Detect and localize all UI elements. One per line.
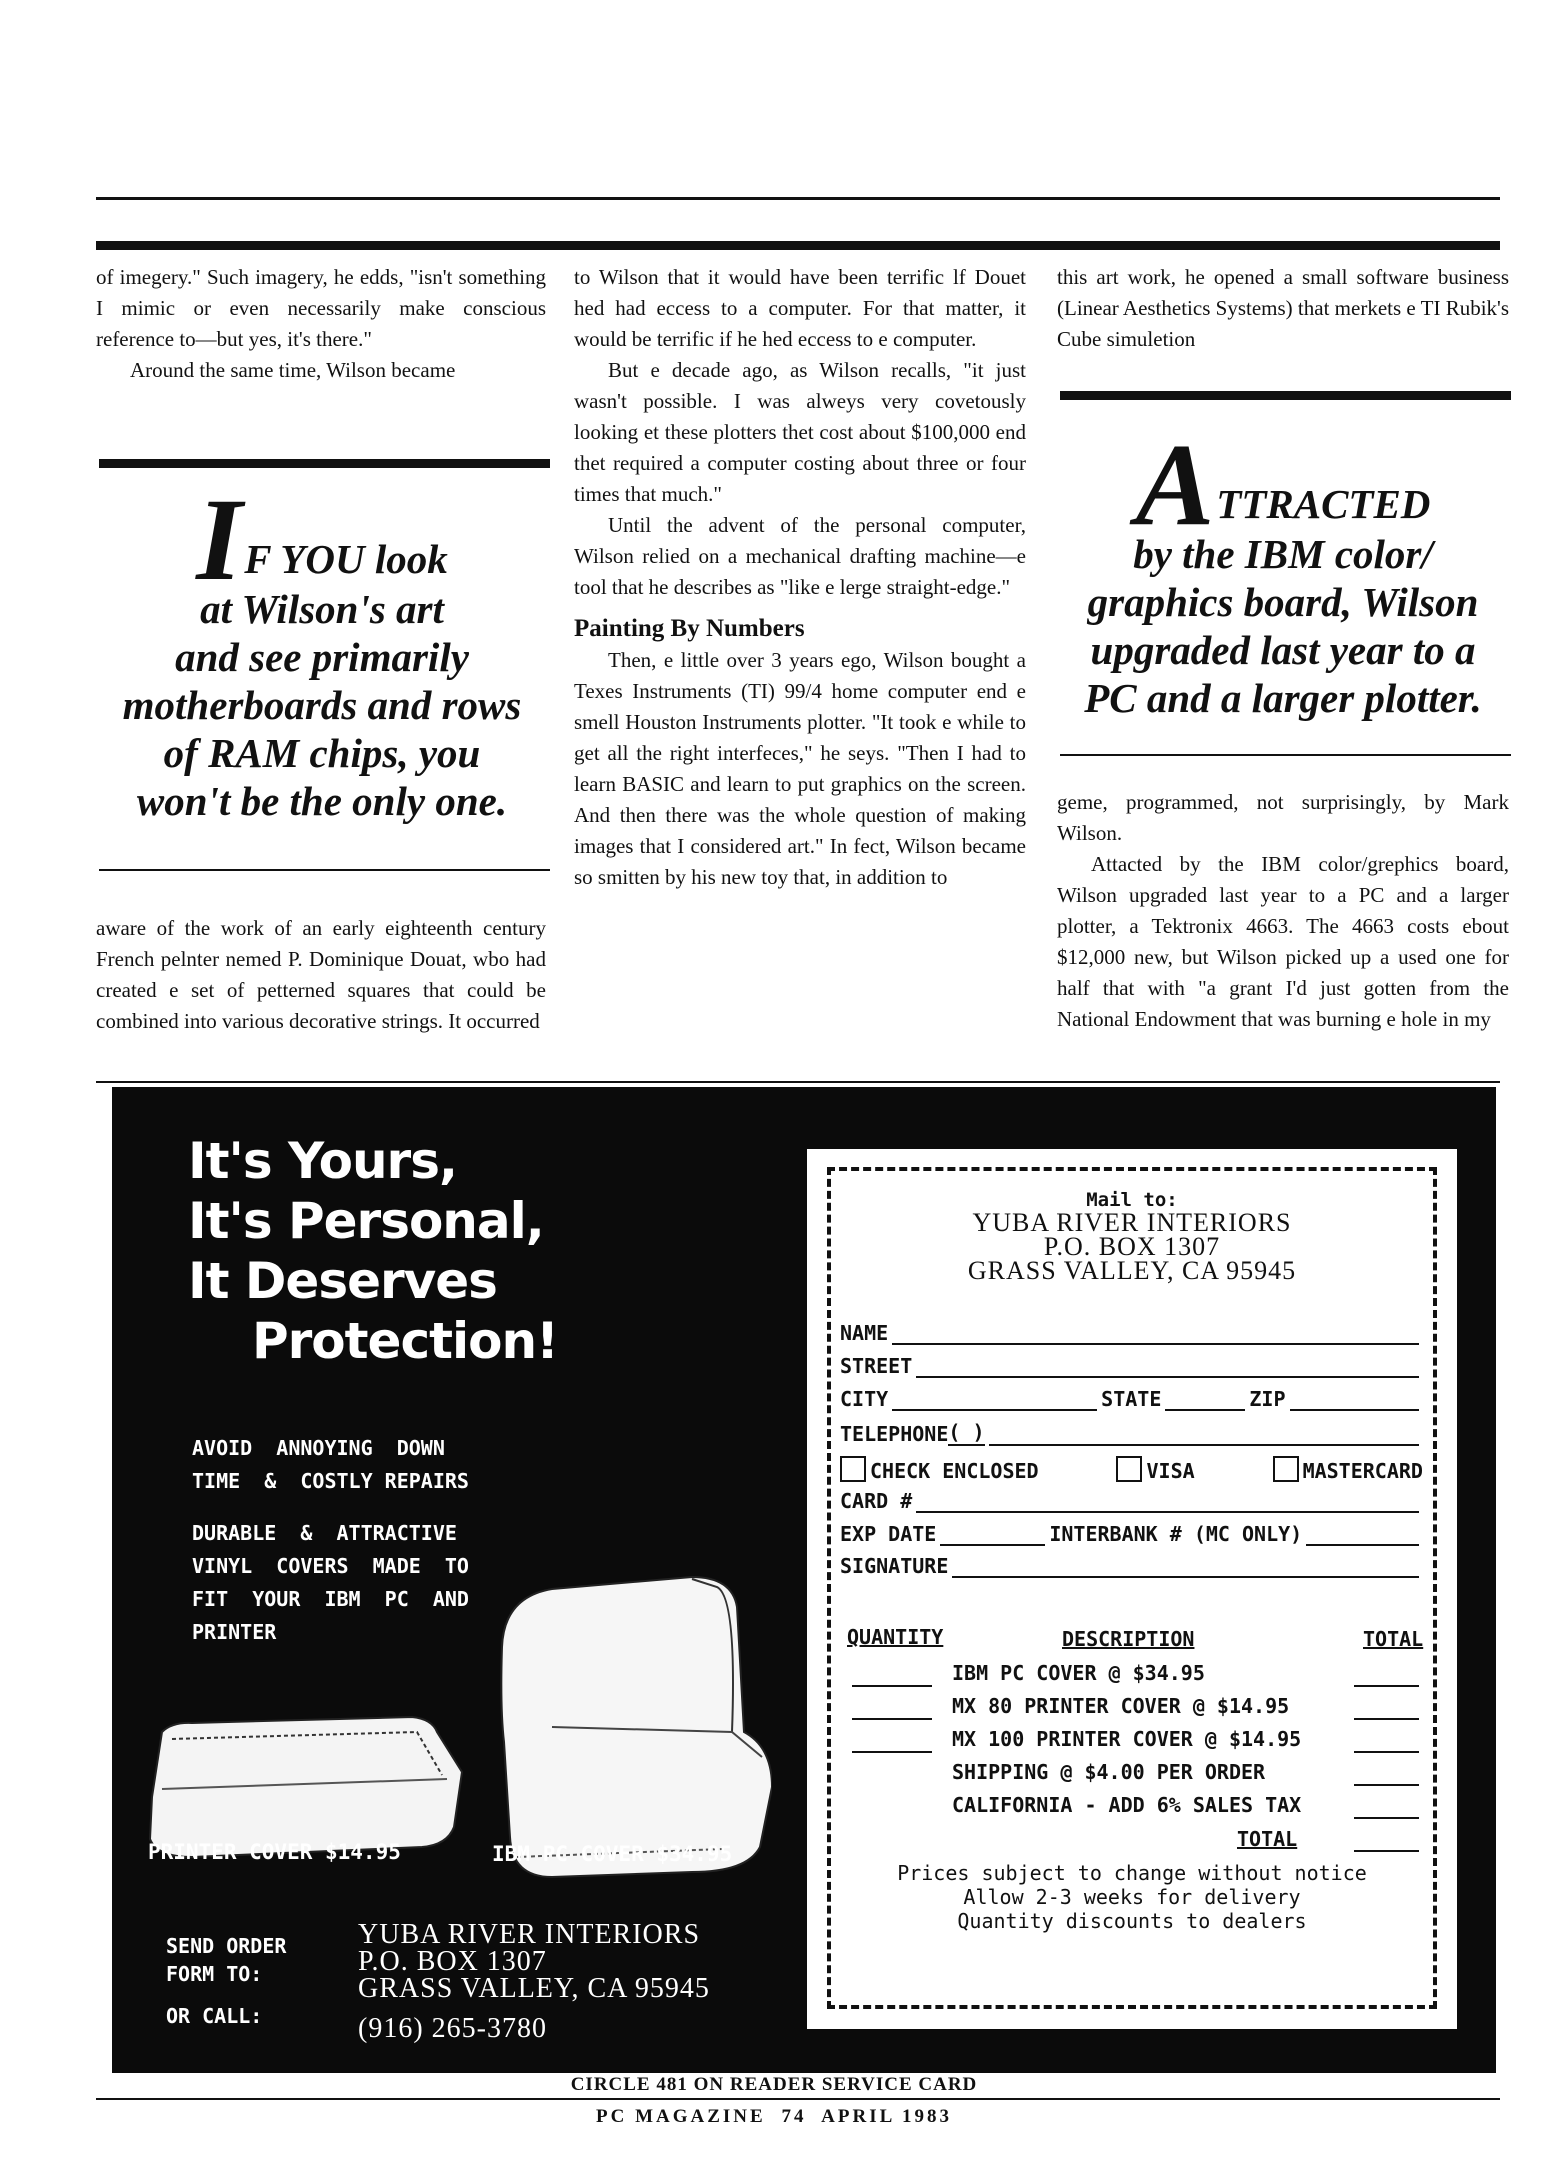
column-1-bottom [96,913,546,1037]
quantity-blank[interactable] [852,1685,932,1687]
folio [0,2106,1548,2128]
signature-line[interactable] [952,1556,1419,1578]
ad-headline-line: Protection! [252,1312,558,1370]
folio-magazine: PC MAGAZINE [596,2106,766,2127]
visa-checkbox[interactable] [1116,1456,1142,1482]
quantity-header: QUANTITY [847,1625,944,1649]
item-mx80-cover: MX 80 PRINTER COVER @ $14.95 [952,1694,1290,1718]
grand-total-blank[interactable] [1354,1850,1419,1852]
form-mail-to: Mail to: [1086,1189,1178,1211]
pullquote-1-dropcap: I [196,474,243,605]
description-header: DESCRIPTION [1062,1627,1195,1651]
city-label: CITY [840,1387,889,1411]
form-notes [807,1861,1457,1933]
ad-company: YUBA RIVER INTERIORS [358,1919,701,1950]
exp-line[interactable] [940,1524,1045,1546]
total-blank[interactable] [1354,1784,1419,1786]
paragraph: Until the advent of the personal computer, Wilson relied on a mechanical drafting machine—e tool that he describes as "like e lerge straight-edge." [574,513,1026,599]
zip-line[interactable] [1290,1389,1419,1411]
item-shipping: SHIPPING @ $4.00 PER ORDER [952,1760,1266,1784]
telephone-field[interactable] [840,1420,1423,1446]
pullquote-1-bottom-rule [99,869,550,871]
total-blank[interactable] [1354,1751,1419,1753]
pullquote-1-first: F YOU look [244,536,448,582]
visa-option[interactable] [1116,1456,1194,1483]
card-field[interactable] [840,1489,1423,1513]
exp-label: EXP DATE [840,1522,937,1546]
check-checkbox[interactable] [840,1456,866,1482]
state-label: STATE [1101,1387,1162,1411]
mastercard-checkbox[interactable] [1273,1456,1299,1482]
total-blank[interactable] [1354,1718,1419,1720]
item-mx100-cover: MX 100 PRINTER COVER @ $14.95 [952,1727,1302,1751]
column-1-top [96,262,546,386]
name-line[interactable] [892,1323,1419,1345]
item-list [952,1657,1301,1822]
top-rule-thick [96,241,1500,250]
pullquote-2-line: by the IBM color/ [1133,531,1433,577]
or-call-label: OR CALL: [166,2004,263,2028]
ad-headline-line: It's Yours, [188,1132,457,1190]
payment-options [840,1456,1423,1483]
reader-service-line: CIRCLE 481 ON READER SERVICE CARD [570,2074,978,2095]
pullquote-2-dropcap: A [1135,419,1215,550]
paragraph: But e decade ago, as Wilson recalls, "it just wasn't possible. I was alweys very covetously looking et these plotters thet cost about $100,000 end thet required a computer costing about three or four times that much." [574,358,1026,506]
mastercard-option[interactable] [1273,1456,1423,1483]
exp-interbank-row [840,1522,1423,1546]
article-bottom-rule [96,1081,1500,1083]
pc-cover-illustration [501,1577,772,1877]
pc-cover-price: IBM PC COVER $34.95 [492,1842,733,1866]
ad-copy-2: DURABLE & ATTRACTIVE VINYL COVERS MADE TO FIT YOUR IBM PC AND PRINTER [192,1521,469,1644]
street-label: STREET [840,1354,913,1378]
footer-rule [96,2098,1500,2100]
paragraph: of imegery." Such imagery, he edds, "isn't something I mimic or even necessarily make conscious reference to—but yes, it's there." [96,265,546,351]
top-rule [96,197,1500,200]
ad-address [358,1920,710,2044]
check-label: CHECK ENCLOSED [870,1459,1039,1483]
ad-phone[interactable]: (916) 265-3780 [358,2013,547,2044]
telephone-line[interactable] [989,1424,1420,1446]
ad-headline-line: It Deserves [188,1252,497,1310]
pullquote-2-first: TTRACTED [1216,481,1431,527]
card-line[interactable] [916,1491,1419,1513]
paragraph: this art work, he opened a small software business (Linear Aesthetics Systems) that merkets e TI Rubik's Cube simuletion [1057,265,1509,351]
street-line[interactable] [916,1356,1419,1378]
name-label: NAME [840,1321,889,1345]
pullquote-2-line: upgraded last year to a [1090,627,1476,673]
form-address [807,1208,1457,1285]
signature-label: SIGNATURE [840,1554,949,1578]
check-option[interactable] [840,1456,1039,1483]
street-field[interactable] [840,1354,1423,1378]
pullquote-1-line: motherboards and rows [122,682,522,728]
phone-parens: ( ) [948,1420,985,1444]
quantity-blank[interactable] [852,1718,932,1720]
pullquote-2-line: PC and a larger plotter. [1084,675,1482,721]
total-blank[interactable] [1354,1685,1419,1687]
total-header: TOTAL [1363,1627,1424,1651]
column-3-bottom [1057,787,1509,1035]
visa-label: VISA [1146,1459,1195,1483]
form-po-box: P.O. BOX 1307 [1043,1232,1221,1261]
form-city: GRASS VALLEY, CA 95945 [967,1256,1297,1285]
ad-headline [188,1131,558,1371]
folio-page: 74 [781,2106,807,2127]
paragraph: Around the same time, Wilson became [130,358,456,382]
column-2 [574,262,1026,893]
note-delivery: Allow 2-3 weeks for delivery [963,1885,1301,1909]
total-blank[interactable] [1354,1817,1419,1819]
ad-headline-line: It's Personal, [188,1192,544,1250]
item-sales-tax: CALIFORNIA - ADD 6% SALES TAX [952,1793,1302,1817]
city-line[interactable] [892,1389,1097,1411]
name-field[interactable] [840,1321,1423,1345]
pullquote-2-bottom-rule [1060,754,1511,756]
ad-copy-1: AVOID ANNOYING DOWN TIME & COSTLY REPAIRS [192,1436,469,1493]
order-form [807,1149,1457,2029]
folio-date: APRIL 1983 [821,2106,952,2127]
city-state-zip-row [840,1387,1423,1411]
paragraph: aware of the work of an early eighteenth century French pelnter nemed P. Dominique Douat, wbo had created e set of petterned squares that could be combined into various decorative strings. It occurred [96,916,546,1033]
pullquote-1-top-rule [99,459,550,468]
state-line[interactable] [1165,1389,1245,1411]
note-prices: Prices subject to change without notice [897,1861,1367,1885]
item-ibm-pc-cover: IBM PC COVER @ $34.95 [952,1661,1205,1685]
pullquote-1 [96,474,548,825]
card-label: CARD # [840,1489,913,1513]
printer-cover-price: PRINTER COVER $14.95 [148,1840,401,1864]
pullquote-1-line: and see primarily [175,634,469,680]
paragraph: geme, programmed, not surprisingly, by Mark Wilson. [1057,790,1509,845]
ad-po-box: P.O. BOX 1307 [358,1946,547,1977]
paragraph: to Wilson that it would have been terrific lf Douet hed had eccess to a computer. For that matter, it would be terrific if he hed eccess to e computer. [574,265,1026,351]
send-order-label: SEND ORDER FORM TO: [166,1934,287,1986]
pullquote-1-line: at Wilson's art [200,586,444,632]
section-heading: Painting By Numbers [574,615,805,642]
interbank-label: INTERBANK # (MC ONLY) [1049,1522,1303,1546]
interbank-line[interactable] [1306,1524,1419,1546]
pullquote-2 [1055,419,1511,722]
mastercard-label: MASTERCARD [1302,1459,1423,1483]
column-3-top [1057,262,1509,355]
pullquote-1-line: won't be the only one. [136,778,508,824]
grand-total-label: TOTAL [1237,1827,1298,1851]
signature-field[interactable] [840,1554,1423,1578]
pullquote-2-line: graphics board, Wilson [1087,579,1479,625]
paragraph: Attacted by the IBM color/grephics board, Wilson upgraded last year to a PC and a larger plotter, a Tektronix 4663. The 4663 costs ebout $12,000 new, but Wilson picked up a used one for half that with "a grant I'd just gotten from the National Endowment that was burning e hole in my [1057,852,1509,1031]
telephone-label: TELEPHONE [840,1422,949,1446]
quantity-blank[interactable] [852,1751,932,1753]
pullquote-2-top-rule [1060,391,1511,400]
advertisement [112,1087,1496,2073]
pullquote-1-line: of RAM chips, you [163,730,481,776]
paragraph: Then, e little over 3 years ego, Wilson bought a Texes Instruments (TI) 99/4 home computer end e smell Houston Instruments plotter. "It took e while to get all the right interfeces," he seys. "Then I had to learn BASIC and learn to put graphics on the screen. And then there was the whole question of making images that I considered art." In fect, Wilson became so smitten by his new toy that, in addition to [574,648,1026,889]
zip-label: ZIP [1249,1387,1286,1411]
printer-cover-illustration [150,1717,462,1857]
note-discounts: Quantity discounts to dealers [957,1909,1307,1933]
ad-city: GRASS VALLEY, CA 95945 [358,1973,710,2004]
form-company: YUBA RIVER INTERIORS [972,1208,1292,1237]
